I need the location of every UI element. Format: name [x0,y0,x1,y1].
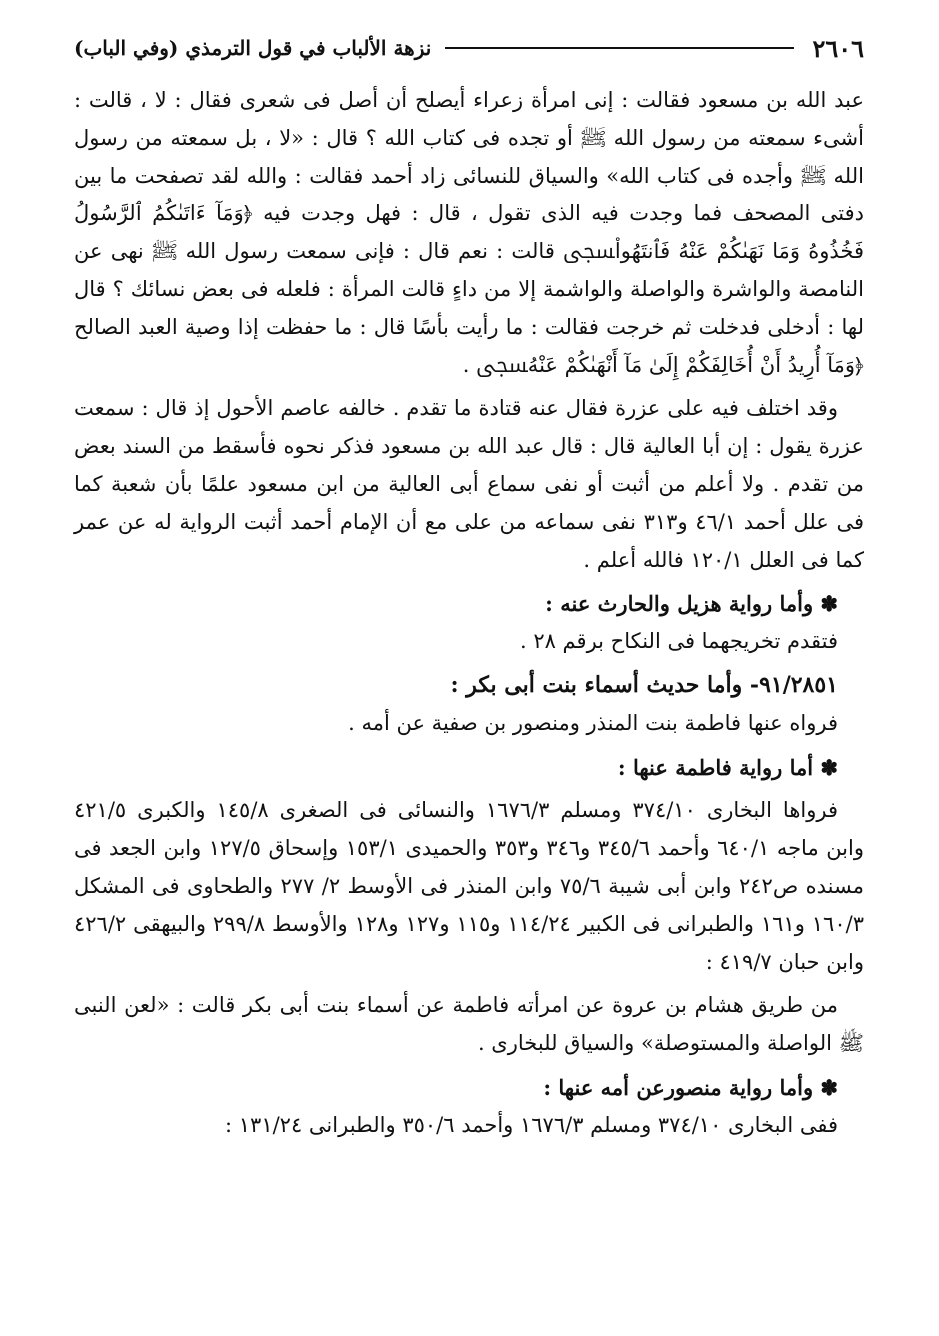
section-heading-fatima: ✽ أما رواية فاطمة عنها : [617,754,838,780]
paragraph-disagreement: وقد اختلف فيه على عزرة فقال عنه قتادة ما تقدم . خالفه عاصم الأحول إذ قال : سمعت عزرة يقول : إن أبا العالية قال : قال عبد الله بن مسعود فذكر نحوه فأسقط من السند بعض من تقدم . ولا أعلم من أثبت أو نفى سماع أبى العالية من ابن مسعود علمًا بأن شعبة كما فى علل أحمد ٤٦/١ و٣١٣ نفى سماعه من على مع أن الإمام أحمد أثبت الرواية له عن عمر كما فى العلل ١٢٠/١ فالله أعلم . [74,396,864,572]
running-title: نزهة الألباب في قول الترمذي (وفي الباب) [74,36,432,60]
header-rule [445,47,794,49]
section-heading-mansur: ✽ وأما رواية منصورعن أمه عنها : [543,1074,838,1100]
page-number: ٢٦٠٦ [812,33,864,63]
paragraph-mansur-sources: ففى البخارى ٣٧٤/١٠ ومسلم ١٦٧٦/٣ وأحمد ٣٥٠/٦ والطبرانى ١٣١/٢٤ : [225,1112,838,1137]
section-heading-huzayl: ✽ وأما رواية هزيل والحارث عنه : [545,591,838,617]
paragraph-fatima-sources: فرواها البخارى ٣٧٤/١٠ ومسلم ١٦٧٦/٣ والنسائى فى الصغرى ١٤٥/٨ والكبرى ٤٢١/٥ وابن ماجه ٦٤٠/١ وأحمد ٣٤٥/٦ و٣٤٦ و٣٥٣ والحميدى ١٥٣/١ وإسحاق ١٢٧/٥ وابن الجعد فى مسنده ص٢٤٢ وابن أبى شيبة ٧٥/٦ وابن المنذر فى الأوسط ٢/ ٢٧٧ والطحاوى فى المشكل ١٦٠/٣ و١٦١ والطبرانى فى الكبير ١١٤/٢٤ و١١٥ و١٢٧ و١٢٨ والأوسط ٢٩٩/٨ والبيهقى ٤٢٦/٢ وابن حبان ٤١٩/٧ : [74,798,865,974]
paragraph-hisham-route: من طريق هشام بن عروة عن امرأته فاطمة عن أسماء بنت أبى بكر قالت : «لعن النبى ﷺ الواصلة والمستوصلة» والسياق للبخارى . [74,993,864,1056]
paragraph-hadith-text: عبد الله بن مسعود فقالت : إنى امرأة زعراء أيصلح أن أصل فى شعرى فقال : لا ، قالت : أشىء سمعته من رسول الله ﷺ أو تجده فى كتاب الله ؟ قال : «لا ، بل سمعته من رسول الله ﷺ وأجده فى كتاب الله» والسياق للنسائى زاد أحمد فقالت : والله لقد تصفحت ما بين دفتى المصحف فما وجدت فيه الذى تقول ، قال : فهل وجدت فيه ﴿وَمَآ ءَاتَىٰكُمُ ٱلرَّسُولُ فَخُذُوهُ وَمَا نَهَىٰكُمْ عَنْهُ فَٱنتَهُوا۟ﵞ قالت : نعم قال : فإنى سمعت رسول الله ﷺ نهى عن النامصة والواشرة والواصلة والواشمة إلا من داءٍ قالت المرأة : فلعله فى بعض نسائك ؟ قال لها : أدخلى فدخلت ثم خرجت فقالت : ما رأيت بأسًا قال : ما حفظت إذا وصية العبد الصالح ﴿وَمَآ أُرِيدُ أَنْ أُخَالِفَكُمْ إِلَىٰ مَآ أَنْهَىٰكُمْ عَنْهُﵞ . [74,88,864,377]
hadith-heading-asma: ٩١/٢٨٥١- وأما حديث أسماء بنت أبى بكر : [450,671,838,698]
page-header [74,30,864,66]
paragraph-huzayl: فتقدم تخريجهما فى النكاح برقم ٢٨ . [519,629,838,654]
book-page [74,30,864,1320]
page-body [74,82,864,1145]
paragraph-asma-narrators: فرواه عنها فاطمة بنت المنذر ومنصور بن صفية عن أمه . [348,710,838,735]
